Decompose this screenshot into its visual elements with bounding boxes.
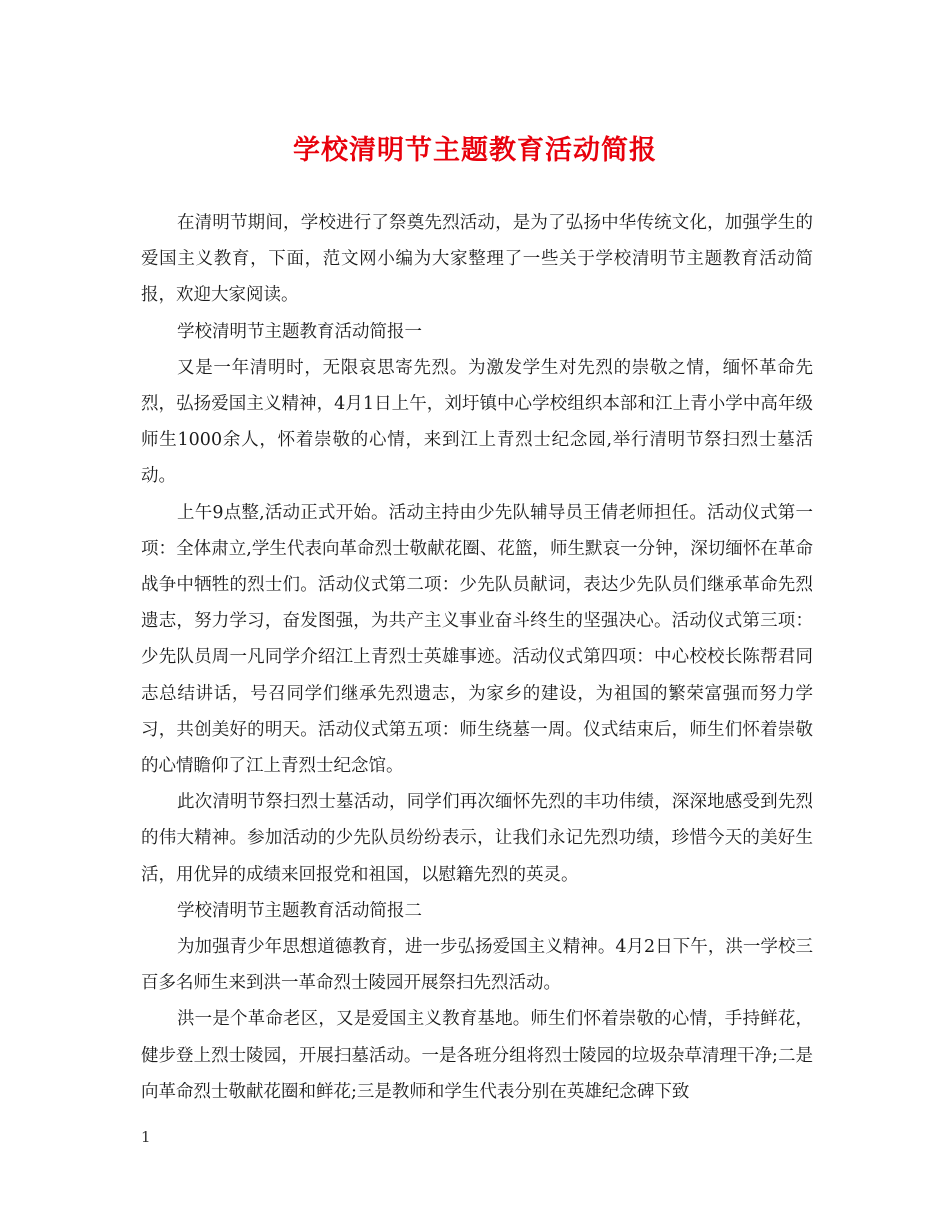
page-number: 1: [141, 1128, 151, 1146]
paragraph: 洪一是个革命老区，又是爱国主义教育基地。师生们怀着崇敬的心情，手持鲜花，健步登上烈士陵园，开展扫墓活动。一是各班分组将烈士陵园的垃圾杂草清理干净;二是向革命烈士敬献花圈和鲜花;三是教师和学生代表分别在英雄纪念碑下致: [141, 1009, 813, 1102]
document-body: [141, 205, 813, 1110]
paragraph-intro: 在清明节期间，学校进行了祭奠先烈活动，是为了弘扬中华传统文化，加强学生的爱国主义教育，下面，范文网小编为大家整理了一些关于学校清明节主题教育活动简报，欢迎大家阅读。: [141, 213, 813, 306]
section-heading-2: 学校清明节主题教育活动简报二: [177, 900, 422, 921]
paragraph: 为加强青少年思想道德教育，进一步弘扬爱国主义精神。4月2日下午，洪一学校三百多名师生来到洪一革命烈士陵园开展祭扫先烈活动。: [141, 937, 813, 994]
section-heading-1: 学校清明节主题教育活动简报一: [177, 321, 422, 342]
paragraph: 此次清明节祭扫烈士墓活动，同学们再次缅怀先烈的丰功伟绩，深深地感受到先烈的伟大精神。参加活动的少先队员纷纷表示，让我们永记先烈功绩，珍惜今天的美好生活，用优异的成绩来回报党和祖国，以慰籍先烈的英灵。: [141, 792, 813, 885]
paragraph: 又是一年清明时，无限哀思寄先烈。为激发学生对先烈的崇敬之情，缅怀革命先烈，弘扬爱国主义精神，4月1日上午，刘圩镇中心学校组织本部和江上青小学中高年级师生1000余人，怀着崇敬的心情，来到江上青烈士纪念园,举行清明节祭扫烈士墓活动。: [141, 357, 813, 487]
document-title: 学校清明节主题教育活动简报: [293, 135, 657, 166]
paragraph: 上午9点整,活动正式开始。活动主持由少先队辅导员王倩老师担任。活动仪式第一项：全体肃立,学生代表向革命烈士敬献花圈、花篮，师生默哀一分钟，深切缅怀在革命战争中牺牲的烈士们。活动仪式第二项：少先队员献词，表达少先队员们继承革命先烈遗志，努力学习，奋发图强，为共产主义事业奋斗终生的坚强决心。活动仪式第三项：少先队员周一凡同学介绍江上青烈士英雄事迹。活动仪式第四项：中心校校长陈帮君同志总结讲话，号召同学们继承先烈遗志，为家乡的建设，为祖国的繁荣富强而努力学习，共创美好的明天。活动仪式第五项：师生绕墓一周。仪式结束后，师生们怀着崇敬的心情瞻仰了江上青烈士纪念馆。: [141, 502, 813, 777]
